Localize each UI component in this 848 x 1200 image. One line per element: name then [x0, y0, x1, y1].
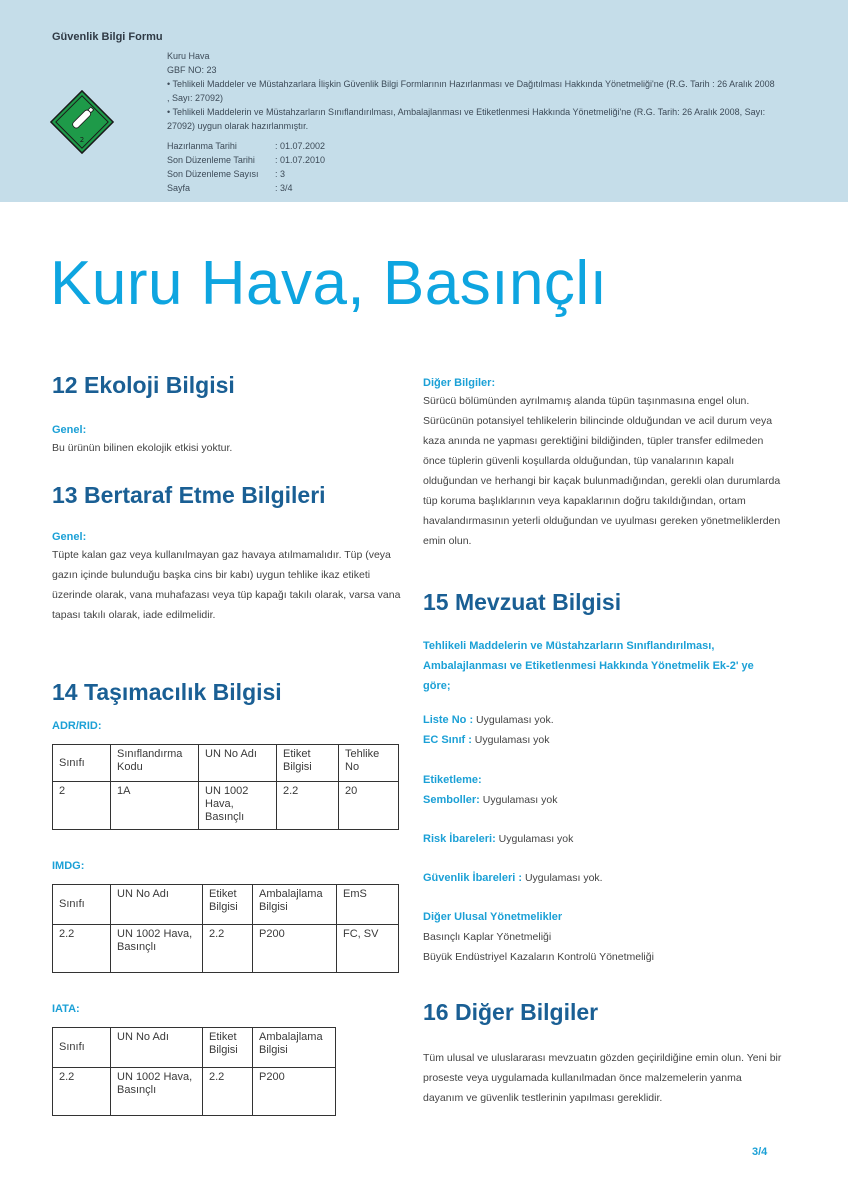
adr-label: ADR/RID:: [52, 720, 102, 732]
gas-hazard-diamond-icon: [50, 90, 114, 154]
iata-table: [52, 1027, 336, 1116]
other-info-sub: Diğer Bilgiler:: [423, 377, 496, 389]
date-row: Sayfa : 3/4: [167, 183, 293, 193]
table-row: 2.2 UN 1002 Hava, Basınçlı 2.2 P200 FC, SV: [53, 925, 399, 973]
document-dates: [167, 139, 777, 195]
gbf-number: GBF NO: 23: [167, 65, 217, 75]
date-row: Son Düzenleme Sayısı : 3: [167, 169, 286, 179]
product-name: Kuru Hava: [167, 51, 210, 61]
date-row: Son Düzenleme Tarihi : 01.07.2010: [167, 155, 326, 165]
etiketleme-label: Etiketleme:: [423, 774, 482, 786]
document-header: [0, 0, 848, 202]
section-12-text: Bu ürünün bilinen ekolojik etkisi yoktur.: [52, 442, 233, 454]
iata-label: IATA:: [52, 1003, 80, 1015]
semboller-line: Semboller: Uygulaması yok: [423, 794, 558, 806]
section-15-heading: 15 Mevzuat Bilgisi: [423, 589, 622, 615]
page-title: Kuru Hava, Basınçlı: [50, 249, 608, 318]
risk-line: Risk İbareleri: Uygulaması yok: [423, 833, 574, 845]
other-info-text: Sürücü bölümünden ayrılmamış alanda tüpün taşınmasına engel olun. Sürücünün potansiyel tehlikelerin bilincinde olduğundan ve acil durum veya kaza anında ne yapması gerektiğini bildiğinden, tüpler transfer edilmeden önce tüplerin güvenli koşullarda olduğundan, tüp vanalarının kapalı olduğundan ve herhangi bir kaçak bulunmadığından, gerekli olan durumlarda tüp koruma başlıklarının veya kapaklarının doğru takıldığından, ortam havalandırmasının yeterli olduğundan ve uyulması gereken yönetmeliklerden emin olun.: [423, 395, 781, 547]
imdg-label: IMDG:: [52, 860, 85, 872]
hazard-class-number: 2: [79, 136, 85, 144]
section-16-text: Tüm ulusal ve uluslararası mevzuatın gözden geçirildiğine emin olun. Yeni bir proseste veya uygulamada kullanılmadan önce malzemelerin yanma dayanım ve güvenlik testlerinin yapılması gereklidir.: [423, 1052, 782, 1104]
section-15-intro: Tehlikeli Maddelerin ve Müstahzarların Sınıflandırılması, Ambalajlanması ve Etiketlenmesi Hakkında Yönetmelik Ek-2' ye göre;: [423, 640, 754, 692]
form-title: Güvenlik Bilgi Formu: [52, 31, 163, 43]
section-12-heading: 12 Ekoloji Bilgisi: [52, 372, 235, 398]
section-12-sub: Genel:: [52, 424, 87, 436]
left-column: [52, 372, 404, 1116]
adr-table: [52, 744, 399, 830]
page-number: 3/4: [752, 1146, 768, 1158]
regulation-note-1: • Tehlikeli Maddeler ve Müstahzarlara İlişkin Güvenlik Bilgi Formlarının Hazırlanması ve Dağıtılması Hakkında Yönetmeliği'ne (R.G. Tarih : 26 Aralık 2008 , Sayı: 27092): [167, 79, 775, 103]
section-13-sub: Genel:: [52, 531, 87, 543]
document-meta: [167, 49, 777, 195]
guvenlik-line: Güvenlik İbareleri : Uygulaması yok.: [423, 872, 603, 884]
date-row: Hazırlanma Tarihi : 01.07.2002: [167, 141, 326, 151]
imdg-table: [52, 884, 399, 973]
ec-line: EC Sınıf : Uygulaması yok: [423, 734, 550, 746]
section-14-heading: 14 Taşımacılık Bilgisi: [52, 679, 282, 705]
right-column: [423, 377, 783, 1108]
section-13-heading: 13 Bertaraf Etme Bilgileri: [52, 482, 326, 508]
other-regulation-2: Büyük Endüstriyel Kazaların Kontrolü Yönetmeliği: [423, 951, 654, 963]
liste-line: Liste No : Uygulaması yok.: [423, 714, 554, 726]
other-regulations-label: Diğer Ulusal Yönetmelikler: [423, 911, 563, 923]
regulation-note-2: • Tehlikeli Maddelerin ve Müstahzarların Sınıflandırılması, Ambalajlanması ve Etiketlenmesi Hakkında Yönetmeliği'ne (R.G. Tarih: 26 Aralık 2008, Sayı: 27092) uygun olarak hazırlanmıştır.: [167, 107, 766, 131]
section-16-heading: 16 Diğer Bilgiler: [423, 999, 599, 1025]
table-row: 2.2 UN 1002 Hava, Basınçlı 2.2 P200: [53, 1068, 336, 1116]
table-row: 2 1A UN 1002 Hava, Basınçlı 2.2 20: [53, 782, 399, 830]
table-header-row: Sınıfı UN No Adı Etiket Bilgisi Ambalajlama Bilgisi EmS: [53, 885, 399, 925]
other-regulation-1: Basınçlı Kaplar Yönetmeliği: [423, 931, 552, 943]
table-header-row: Sınıfı UN No Adı Etiket Bilgisi Ambalajlama Bilgisi: [53, 1028, 336, 1068]
section-13-text: Tüpte kalan gaz veya kullanılmayan gaz havaya atılmamalıdır. Tüp (veya gazın içinde bulunduğu başka cins bir kabı) uygun tehlike ikaz etiketi üzerinde olarak, vana muhafazası veya tüp kapağı takılı olarak, varsa vana tapası takılı olarak, iade edilmelidir.: [52, 549, 401, 621]
table-header-row: Sınıfı Sınıflandırma Kodu UN No Adı Etiket Bilgisi Tehlike No: [53, 745, 399, 782]
